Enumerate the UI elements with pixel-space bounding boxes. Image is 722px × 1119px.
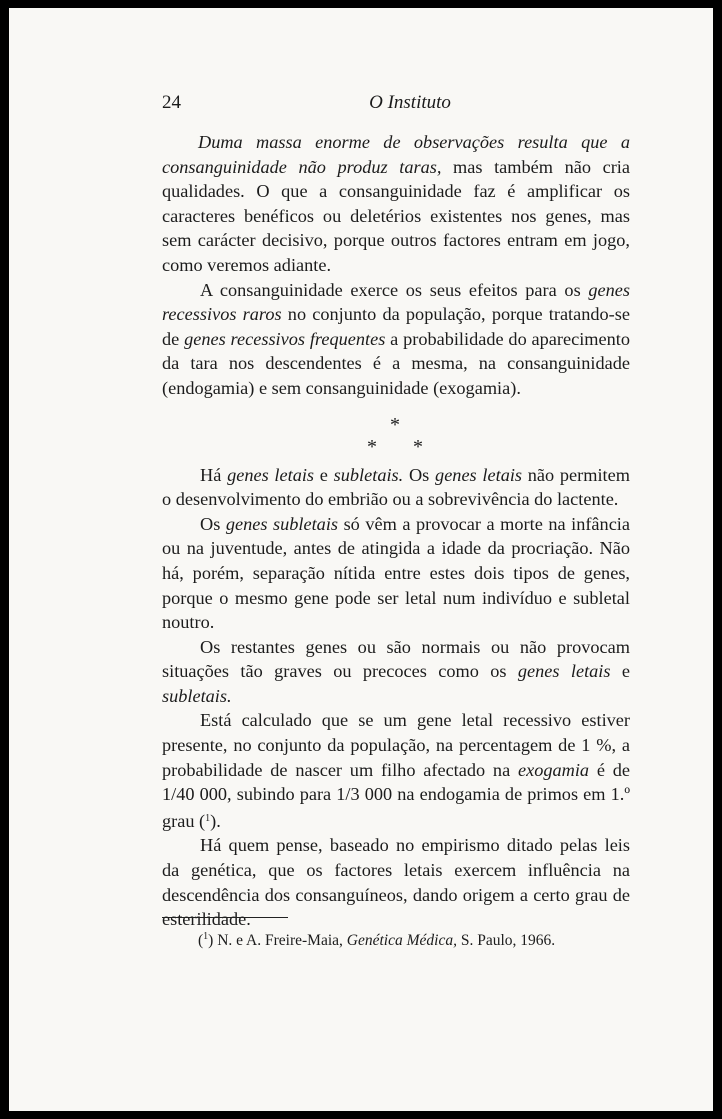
text-span: A consanguinidade exerce os seus efeitos para os bbox=[200, 279, 589, 300]
text-span: e bbox=[314, 464, 334, 485]
italic-span: subletais. bbox=[162, 685, 232, 706]
text-span: ). bbox=[210, 810, 221, 831]
italic-span: subletais. bbox=[333, 464, 404, 485]
italic-span: Genética Médica, bbox=[346, 932, 457, 949]
body-text bbox=[162, 130, 630, 932]
italic-span: genes letais bbox=[517, 661, 611, 682]
running-title: O Instituto bbox=[369, 92, 451, 113]
italic-span: genes letais bbox=[227, 464, 315, 485]
italic-span: Duma massa enorme de observações resulta que a consanguinidade não produz taras, bbox=[162, 132, 630, 177]
text-span: só vêm a provocar a morte na infância ou na juventude, antes de atingida a idade da procriação. Não há, porém, separação nítida entre estes dois tipos de genes, porque o mesmo gene pode ser letal num indivíduo e subletal noutro. bbox=[162, 513, 630, 633]
page-number: 24 bbox=[162, 92, 181, 113]
text-span: S. Paulo, 1966. bbox=[456, 932, 556, 949]
text-span: Há quem pense, baseado no empirismo ditado pelas leis da genética, que os factores letais exercem influência na descendência dos consanguíneos, dando origem a certo grau de esterilidade. bbox=[162, 835, 630, 930]
paragraph bbox=[162, 635, 630, 709]
footnote bbox=[198, 931, 628, 950]
star-right: * bbox=[413, 435, 423, 458]
italic-span: exogamia bbox=[517, 759, 590, 780]
text-span: e bbox=[610, 661, 631, 682]
paragraph bbox=[162, 130, 630, 278]
star-top: * bbox=[390, 413, 400, 436]
text-span: a probabilidade do aparecimento da tara nos descendentes é a mesma, na consanguinidade (endogamia) e sem consanguinidade (exogamia). bbox=[162, 328, 630, 398]
italic-span: genes recessivos raros bbox=[162, 279, 630, 325]
text-span: é de 1/40 000, subindo para 1/3 000 na endogamia de primos em 1.º grau ( bbox=[162, 759, 630, 831]
text-span: Os bbox=[200, 513, 226, 534]
star-left: * bbox=[367, 435, 377, 458]
text-span: Há bbox=[200, 464, 228, 485]
paragraph bbox=[162, 463, 630, 512]
footnote-number: 1 bbox=[203, 931, 209, 942]
paragraph bbox=[162, 512, 630, 635]
italic-span: genes subletais bbox=[225, 513, 339, 534]
footnote-paren: ( bbox=[198, 932, 204, 949]
text-span: no conjunto da população, porque tratando-se de bbox=[162, 304, 630, 349]
italic-span: genes letais bbox=[435, 464, 523, 485]
footnote-paren: ) bbox=[208, 932, 214, 949]
paragraph bbox=[162, 708, 630, 833]
text-span: Os restantes genes ou são normais ou não provocam situações tão graves ou precoces como os bbox=[162, 636, 630, 682]
section-separator bbox=[162, 401, 630, 463]
text-span: mas também não cria qualidades. O que a consanguinidade faz é amplificar os caracteres benéficos ou deletérios existentes nos genes, mas sem carácter decisivo, porque outros factores entram em jogo, como veremos adiante. bbox=[162, 156, 630, 275]
text-span: Os bbox=[403, 464, 436, 485]
italic-span: genes recessivos frequentes bbox=[184, 328, 386, 349]
paragraph bbox=[162, 278, 630, 401]
text-span: Está calculado que se um gene letal recessivo estiver presente, no conjunto da população, na percentagem de 1 %, a probabilidade de nascer um filho afectado na bbox=[162, 710, 630, 780]
text-span: N. e A. Freire-Maia, bbox=[213, 932, 347, 949]
footnote-rule bbox=[162, 917, 288, 918]
text-span: não permitem o desenvolvimento do embrião ou a sobrevivência do lactente. bbox=[162, 464, 630, 510]
running-header bbox=[154, 86, 626, 116]
footnote-ref: 1 bbox=[205, 812, 211, 824]
